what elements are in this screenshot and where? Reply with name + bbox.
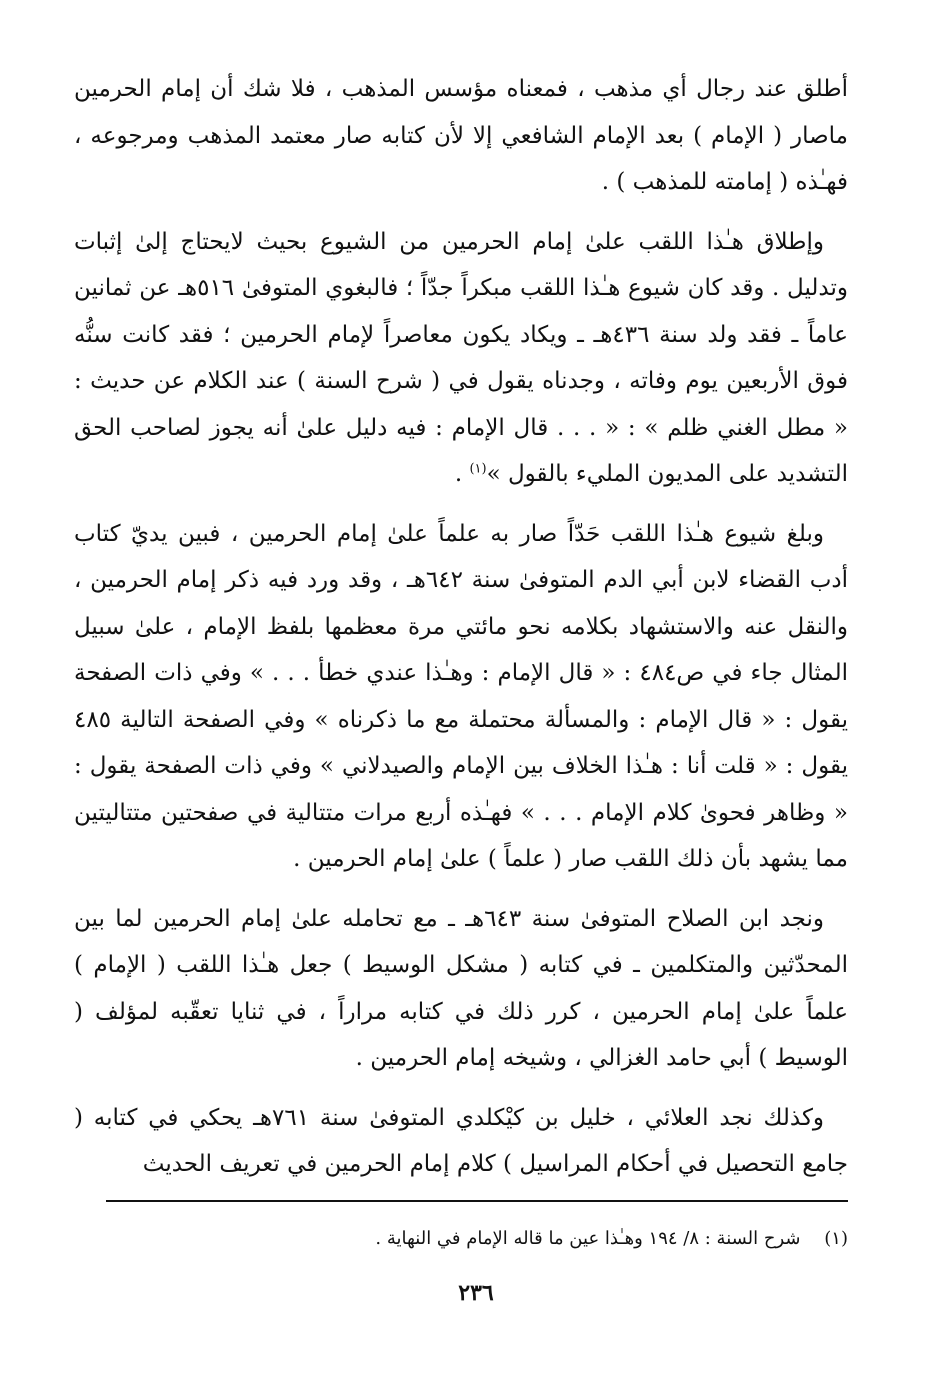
footnote-number: (١) [824, 1228, 848, 1249]
page-number: ٢٣٦ [458, 1280, 494, 1306]
paragraph-2-text: وإطلاق هـٰذا اللقب علىٰ إمام الحرمين من الشيوع بحيث لايحتاج إلىٰ إثبات وتدليل . وقد كان شيوع هـٰذا اللقب مبكراً جدّاً ؛ فالبغوي المتوفىٰ ٥١٦هـ عن ثمانين عاماً ـ فقد ولد سنة ٤٣٦هـ ـ ويكاد يكون معاصراً لإمام الحرمين ؛ فقد كانت سنُّه فوق الأربعين يوم وفاته ، وجدناه يقول في ( شرح السنة ) عند الكلام عن حديث : « مطل الغني ظلم » : « . . . قال الإمام : فيه دليل علىٰ أنه يجوز لصاحب الحق التشديد على المديون المليء بالقول » [74, 228, 849, 487]
paragraph-2-end: . [454, 461, 470, 487]
paragraph-1: أطلق عند رجال أي مذهب ، فمعناه مؤسس المذهب ، فلا شك أن إمام الحرمين ماصار ( الإمام ) بعد الإمام الشافعي إلا لأن كتابه صار معتمد المذهب ومرجوعه ، فهـٰذه ( إمامته للمذهب ) . [74, 76, 848, 195]
footnote-reference[interactable]: (١) [469, 461, 487, 477]
main-text [74, 66, 848, 1201]
paragraph-4: ونجد ابن الصلاح المتوفىٰ سنة ٦٤٣هـ ـ مع تحامله علىٰ إمام الحرمين لما بين المحدّثين والمتكلمين ـ في كتابه ( مشكل الوسيط ) جعل هـٰذا اللقب ( الإمام ) علماً علىٰ إمام الحرمين ، كرر ذلك في كتابه مراراً ، في ثنايا تعقّبه لمؤلف ( الوسيط ) أبي حامد الغزالي ، وشيخه إمام الحرمين . [74, 905, 848, 1071]
paragraph-3: وبلغ شيوع هـٰذا اللقب حَدّاً صار به علماً علىٰ إمام الحرمين ، فبين يديّ كتاب أدب القضاء لابن أبي الدم المتوفىٰ سنة ٦٤٢هـ ، وقد ورد فيه ذكر إمام الحرمين ، والنقل عنه والاستشهاد بكلامه نحو مائتي مرة معظمها بلفظ الإمام ، علىٰ سبيل المثال جاء في ص٤٨٤ : « قال الإمام : وهـٰذا عندي خطأ . . . » وفي ذات الصفحة يقول : « قال الإمام : والمسألة محتملة مع ما ذكرناه » وفي الصفحة التالية ٤٨٥ يقول : « قلت أنا : هـٰذا الخلاف بين الإمام والصيدلاني » وفي ذات الصفحة يقول : « وظاهر فحوىٰ كلام الإمام . . . » فهـٰذه أربع مرات متتالية في صفحتين متتاليتين مما يشهد بأن ذلك اللقب صار ( علماً ) علىٰ إمام الحرمين . [74, 520, 848, 872]
footnote [74, 1224, 848, 1254]
footnote-divider [106, 1200, 848, 1202]
paragraph-5: وكذلك نجد العلائي ، خليل بن كيْكلدي المتوفىٰ سنة ٧٦١هـ يحكي في كتابه ( جامع التحصيل في أحكام المراسيل ) كلام إمام الحرمين في تعريف الحديث [74, 1104, 848, 1177]
footnote-text: شرح السنة : ٨/ ١٩٤ وهـٰذا عين ما قاله الإمام في النهاية . [375, 1228, 801, 1249]
paragraph-2 [74, 219, 848, 498]
